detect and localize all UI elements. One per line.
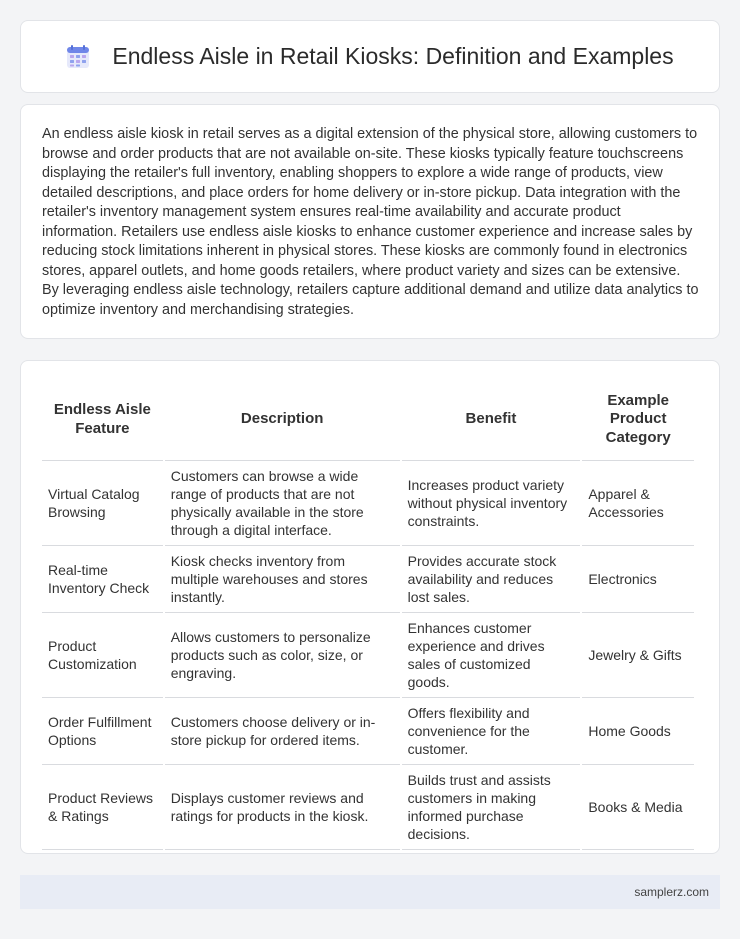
cell-description: Displays customer reviews and ratings for products in the kiosk. <box>165 765 400 850</box>
table-row <box>42 698 694 765</box>
intro-card <box>20 104 720 339</box>
footer-bar <box>20 875 720 909</box>
cell-benefit: Builds trust and assists customers in making informed purchase decisions. <box>402 765 581 850</box>
calendar-grid-icon <box>66 45 90 69</box>
cell-category: Books & Media <box>582 765 694 850</box>
table-header-row <box>42 379 694 461</box>
cell-feature: Product Customization <box>42 613 163 698</box>
cell-description: Allows customers to personalize products such as color, size, or engraving. <box>165 613 400 698</box>
cell-feature: Real-time Inventory Check <box>42 546 163 613</box>
footer-site-link[interactable]: samplerz.com <box>634 885 709 899</box>
header-feature: Endless Aisle Feature <box>42 379 163 461</box>
cell-benefit: Enhances customer experience and drives sales of customized goods. <box>402 613 581 698</box>
cell-benefit: Offers flexibility and convenience for the customer. <box>402 698 581 765</box>
cell-feature: Virtual Catalog Browsing <box>42 461 163 546</box>
features-table <box>40 379 696 850</box>
title-card <box>20 20 720 93</box>
cell-description: Kiosk checks inventory from multiple warehouses and stores instantly. <box>165 546 400 613</box>
table-row <box>42 613 694 698</box>
table-row <box>42 546 694 613</box>
header-benefit: Benefit <box>402 379 581 461</box>
cell-benefit: Provides accurate stock availability and reduces lost sales. <box>402 546 581 613</box>
cell-benefit: Increases product variety without physical inventory constraints. <box>402 461 581 546</box>
header-category: Example Product Category <box>582 379 694 461</box>
header-description: Description <box>165 379 400 461</box>
table-row <box>42 461 694 546</box>
cell-category: Electronics <box>582 546 694 613</box>
page-title: Endless Aisle in Retail Kiosks: Definition and Examples <box>112 43 674 69</box>
cell-description: Customers can browse a wide range of products that are not physically available in the store through a digital interface. <box>165 461 400 546</box>
table-card <box>20 360 720 854</box>
cell-category: Home Goods <box>582 698 694 765</box>
cell-feature: Order Fulfillment Options <box>42 698 163 765</box>
table-row <box>42 765 694 850</box>
cell-description: Customers choose delivery or in-store pickup for ordered items. <box>165 698 400 765</box>
cell-category: Jewelry & Gifts <box>582 613 694 698</box>
cell-feature: Product Reviews & Ratings <box>42 765 163 850</box>
intro-paragraph: An endless aisle kiosk in retail serves as a digital extension of the physical store, allowing customers to browse and order products that are not available on-site. These kiosks typically feature touchscreens displaying the retailer's full inventory, enabling shoppers to explore a wide range of products, view detailed descriptions, and place orders for home delivery or in-store pickup. Data integration with the retailer's inventory management system ensures real-time availability and accurate product information. Retailers use endless aisle kiosks to enhance customer experience and increase sales by reducing stock limitations inherent in physical stores. These kiosks are commonly found in electronics stores, apparel outlets, and home goods retailers, where product variety and sizes can be extensive. By leveraging endless aisle technology, retailers capture additional demand and utilize data analytics to optimize inventory and merchandising strategies. <box>42 126 699 318</box>
cell-category: Apparel & Accessories <box>582 461 694 546</box>
